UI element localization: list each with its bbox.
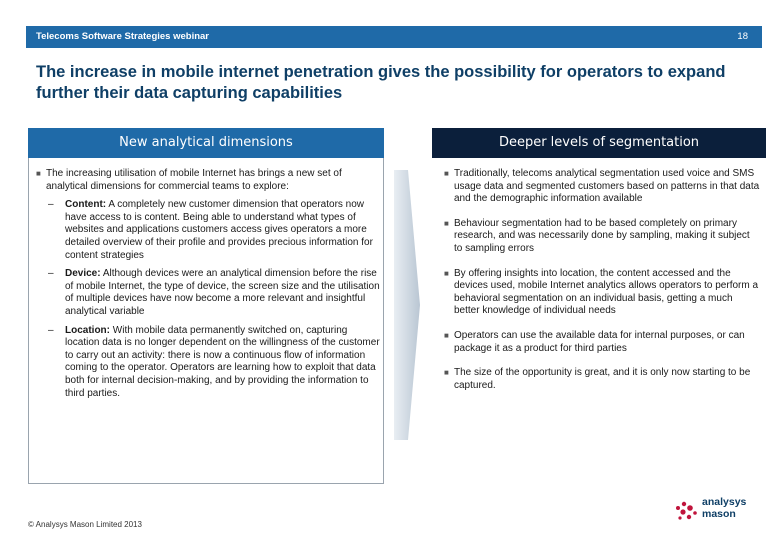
- logo-line-2: mason: [702, 508, 736, 520]
- bullet-icon: ■: [444, 169, 449, 178]
- sub-item-content: [48, 199, 382, 262]
- header-bar: [26, 26, 762, 48]
- left-panel-heading: New analytical dimensions: [28, 128, 384, 158]
- left-panel-content: [36, 168, 382, 400]
- sub-item-text: A completely new customer dimension that operators now have access to is content. Being able to understand what types of websites and applications customers access gives operators a more detailed overview of their profile and provides precious information for content strategies: [65, 199, 373, 261]
- bullet-icon: ■: [444, 218, 449, 228]
- left-intro-bullet: [36, 168, 382, 193]
- dash-icon: –: [48, 324, 54, 336]
- logo-wordmark: [702, 496, 746, 520]
- dash-icon: –: [48, 199, 54, 211]
- header-text: Telecoms Software Strategies webinar: [36, 31, 209, 42]
- dash-icon: –: [48, 268, 54, 280]
- right-panel-heading: Deeper levels of segmentation: [432, 128, 766, 158]
- right-bullet: [444, 268, 760, 318]
- right-bullet-text: Traditionally, telecoms analytical segmentation used voice and SMS usage data and segmented customers based on patterns in that data and the demographic information available: [454, 168, 760, 205]
- right-bullet: [444, 330, 760, 355]
- sub-item-location: [48, 325, 382, 401]
- slide-title: The increase in mobile internet penetration gives the possibility for operators to expand further their data capturing capabilities: [36, 63, 726, 102]
- right-bullet-text: By offering insights into location, the content accessed and the devices used, mobile Internet analytics allows operators to perform a behavioral segmentation on an individual basis, getting a much better knowledge of individual needs: [454, 267, 759, 317]
- right-bullet-text: Operators can use the available data for internal purposes, or can package it as a product for third parties: [454, 329, 745, 354]
- sub-item-label: Content:: [65, 199, 107, 211]
- chevron-arrow-icon: [394, 170, 420, 440]
- right-bullet-text: Behaviour segmentation had to be based completely on primary research, and was necessarily done by sampling, making it subject to sampling errors: [454, 217, 750, 254]
- bullet-icon: ■: [444, 368, 449, 378]
- sub-item-label: Location:: [65, 324, 110, 336]
- right-bullet: [444, 218, 760, 256]
- right-bullet: [444, 367, 760, 392]
- logo-line-1: analysys: [702, 496, 747, 508]
- right-bullet-text: The size of the opportunity is great, and it is only now starting to be captured.: [454, 367, 751, 391]
- right-panel-content: [444, 168, 760, 404]
- sub-item-text: With mobile data permanently switched on, capturing location data is no longer dependent on the willingness of the customer to carry out an activity: there is now a continuous flow of information coming to the operator. Operators are learning how to exploit that data both for internal decision-making, and by providing the information to third parties.: [65, 324, 380, 399]
- left-intro-text: The increasing utilisation of mobile Internet has brings a new set of analytical dimensions for commercial teams to explore:: [46, 168, 342, 192]
- sub-item-text: Although devices were an analytical dimension before the rise of mobile Internet, the type of device, the screen size and the utilisation of multiple devices have now become a more relevant and insightful analytical variable: [65, 268, 380, 317]
- sub-item-label: Device:: [65, 268, 101, 280]
- bullet-icon: ■: [36, 169, 41, 178]
- page-number: 18: [737, 31, 748, 42]
- bullet-icon: ■: [444, 330, 449, 340]
- sub-item-device: [48, 268, 382, 318]
- right-bullet: [444, 168, 760, 206]
- copyright-footer: © Analysys Mason Limited 2013: [28, 520, 142, 529]
- bullet-icon: ■: [444, 268, 449, 278]
